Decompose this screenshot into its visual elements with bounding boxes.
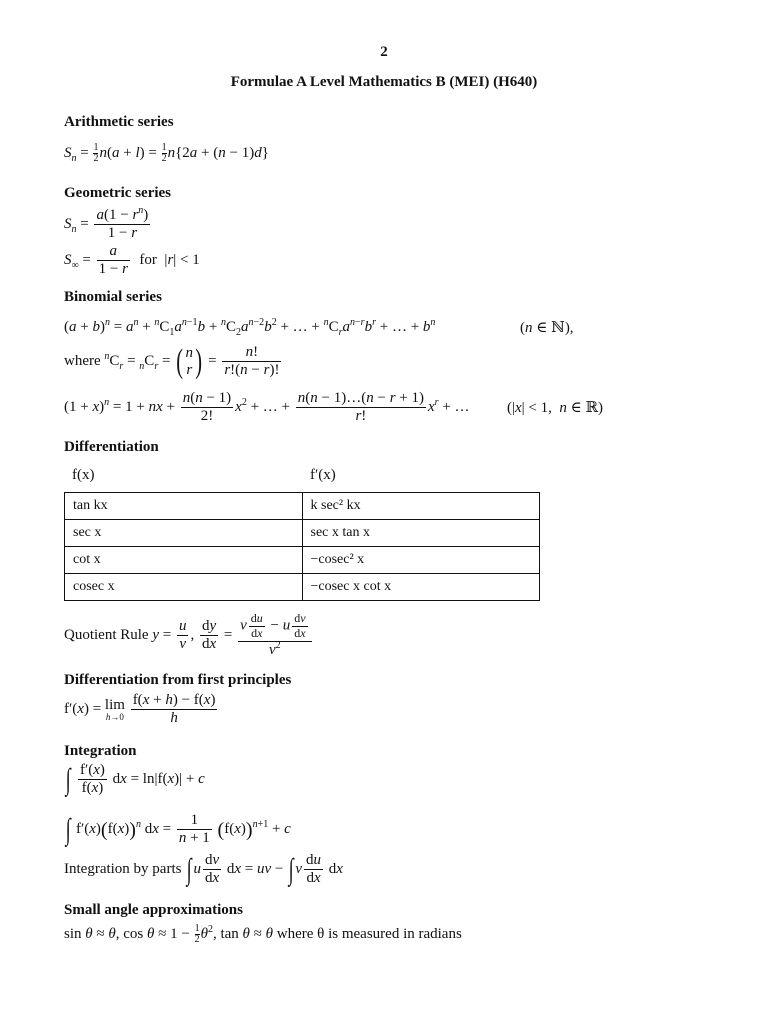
table-row [65,547,540,574]
formula-binomial-general: $(1 + x)^n = 1$ + nx + $\frac{n(n - 1)}{2!}$ $x^2$ + … + $\frac{n(n - 1)\dots(n - r + 1)}{r!}$ $x^r$ + … [64,390,470,425]
table-cell-f: cot x [65,547,303,574]
formula-binomial-coefficient: where $^nC_r = _nC_r$ = ( n r ) = $\frac{n!}{r!(n - r)!}$ [64,342,280,380]
table-row [65,493,540,520]
formula-integration-power: ∫ $f'(x)(f(x))^n$ dx = $\frac{1}{n + 1}$ $(f(x))^{n+1} + c$ [65,812,291,847]
heading-integration: Integration [64,743,137,759]
table-cell-f-prime: −cosec x cot x [302,574,540,601]
formula-geometric-sum: $S_n$ = $\frac{a(1 - r^n)}{1 - r}$ [64,205,149,242]
table-cell-f-prime: sec x tan x [302,520,540,547]
table-header-f: f(x) [72,467,95,483]
heading-first-principles: Differentiation from first principles [64,672,292,688]
label-integration-by-parts: Integration by parts [64,861,182,878]
page-title: Formulae A Level Mathematics B (MEI) (H640) [230,74,538,90]
label-for: for [139,252,157,269]
table-cell-f: cosec x [65,574,303,601]
formula-quotient-rule: Quotient Rule y = $\frac{u}{v}$ , $\frac{dy}{dx}$ = v $\frac{du}{dx}$ − u $\frac{dv}{dx}$ $v^2$ [64,612,314,659]
condition-n-natural: (n ∈ ℕ), [520,320,574,336]
heading-geometric-series: Geometric series [64,185,172,201]
formula-small-angle: sin θ ≈ θ, cos θ ≈ 1 − $\frac{1}{2}$ $\theta^2$, tan θ ≈ θ where θ is measured in radians [64,923,462,945]
condition-x-real: (|x| < 1, n ∈ ℝ) [507,400,603,416]
table-header-f-prime: f′(x) [310,467,336,483]
heading-differentiation: Differentiation [64,439,159,455]
table-cell-f-prime: k sec² kx [302,493,540,520]
page-number: 2 [380,44,388,60]
heading-binomial-series: Binomial series [64,289,162,305]
formula-geometric-sum-infinity: $S_\infty$ = $\frac{a}{1 - r}$ for |r| < 1 [64,243,200,278]
differentiation-table [64,492,540,601]
label-radians-note: where θ is measured in radians [276,925,462,942]
table-row [65,520,540,547]
label-where: where [64,353,101,370]
heading-small-angle: Small angle approximations [64,902,243,918]
table-cell-f-prime: −cosec² x [302,547,540,574]
formula-binomial-expansion: $(a + b)^n = a^n + ^nC_1a^{n-1}b + ^nC_2a^{n-2}b^2$ + … + $^nC_ra^{n-r}b^r$ + … + $b^n$ [64,317,436,338]
formula-arithmetic-sum: $S_n$ = $\frac{1}{2}$ n(a + l) = $\frac{1}{2}$ n{2a + (n − 1)d} [64,142,269,164]
formula-integration-log: ∫ $\frac{f'(x)}{f(x)}$ dx = ln|f(x)| + c [65,762,205,797]
heading-arithmetic-series: Arithmetic series [64,114,174,130]
formula-integration-by-parts: Integration by parts ∫ u $\frac{dv}{dx}$ dx = uv − ∫ v $\frac{du}{dx}$ dx [64,852,343,887]
table-row [65,574,540,601]
label-quotient-rule: Quotient Rule [64,626,149,643]
table-cell-f: sec x [65,520,303,547]
table-cell-f: tan kx [65,493,303,520]
formula-first-principles: f′(x) = lim h→0 $\frac{f(x + h) - f(x)}{h}$ [64,692,216,727]
